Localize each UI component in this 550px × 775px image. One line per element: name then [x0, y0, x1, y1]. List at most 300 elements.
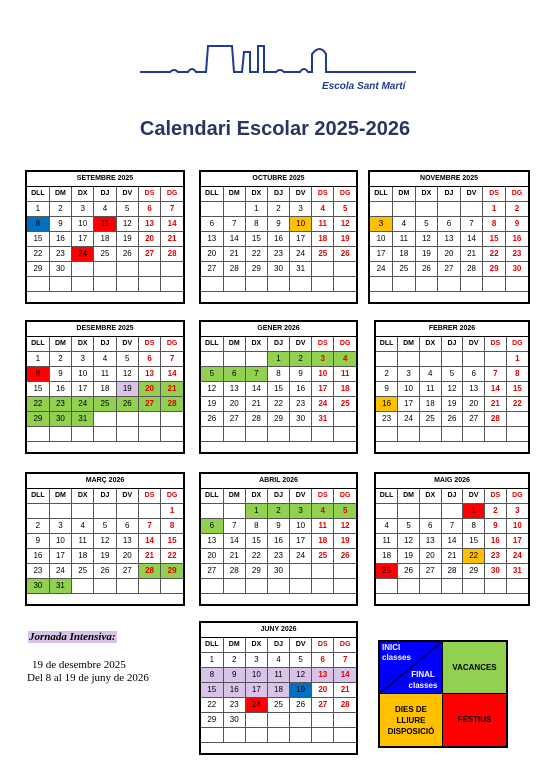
week-row — [27, 247, 183, 262]
day-cell: 22 — [245, 247, 267, 262]
weekday-header: DJ — [438, 187, 461, 202]
weekday-header: DS — [312, 638, 334, 653]
day-cell: 8 — [463, 519, 485, 534]
day-cell — [419, 427, 441, 442]
day-cell: 20 — [138, 232, 160, 247]
week-row — [370, 217, 528, 232]
day-cell: 2 — [485, 504, 507, 519]
week-row — [376, 382, 528, 397]
month-grid — [201, 638, 356, 743]
day-cell: 23 — [485, 549, 507, 564]
day-cell — [94, 579, 116, 594]
day-cell: 11 — [72, 534, 94, 549]
day-cell — [460, 277, 483, 292]
day-cell: 25 — [419, 412, 441, 427]
day-cell: 19 — [415, 247, 438, 262]
day-cell — [116, 579, 138, 594]
weekday-header: DS — [312, 489, 334, 504]
day-cell: 30 — [267, 564, 289, 579]
day-cell: 6 — [223, 367, 245, 382]
day-cell: 17 — [290, 534, 312, 549]
day-cell: 2 — [505, 202, 528, 217]
weekday-header: DV — [463, 337, 485, 352]
legend-inici-label: INICI classes — [382, 643, 411, 662]
day-cell — [398, 352, 420, 367]
day-cell — [94, 277, 116, 292]
month-desembre — [25, 320, 185, 454]
weekday-header-row — [27, 337, 183, 352]
day-cell: 7 — [334, 653, 356, 668]
day-cell — [415, 277, 438, 292]
weekday-header: DM — [223, 638, 245, 653]
legend-dies-line-2: LLIURE — [396, 716, 426, 725]
day-cell: 3 — [290, 202, 312, 217]
day-cell: 22 — [27, 397, 49, 412]
weekday-header: DLL — [370, 187, 393, 202]
week-row — [27, 367, 183, 382]
day-cell: 18 — [72, 549, 94, 564]
weekday-header: DG — [334, 337, 356, 352]
day-cell: 21 — [245, 397, 267, 412]
day-cell: 9 — [376, 382, 398, 397]
day-cell: 31 — [312, 412, 334, 427]
day-cell — [72, 504, 94, 519]
day-cell — [94, 262, 116, 277]
day-cell: 13 — [138, 367, 160, 382]
day-cell: 10 — [245, 668, 267, 683]
day-cell: 23 — [27, 564, 49, 579]
day-cell — [267, 579, 289, 594]
day-cell — [334, 427, 356, 442]
weekday-header: DJ — [94, 337, 116, 352]
day-cell: 25 — [376, 564, 398, 579]
week-row — [201, 549, 356, 564]
day-cell — [370, 202, 393, 217]
day-cell: 19 — [116, 232, 138, 247]
day-cell — [223, 579, 245, 594]
day-cell: 7 — [138, 519, 160, 534]
day-cell: 16 — [49, 232, 71, 247]
page-title: Calendari Escolar 2025-2026 — [139, 118, 411, 140]
day-cell — [463, 352, 485, 367]
day-cell — [419, 579, 441, 594]
day-cell — [334, 262, 356, 277]
day-cell: 27 — [201, 564, 223, 579]
day-cell: 7 — [460, 217, 483, 232]
day-cell: 24 — [370, 262, 393, 277]
day-cell: 15 — [463, 534, 485, 549]
month-name: SETEMBRE 2025 — [27, 172, 183, 187]
day-cell: 12 — [290, 668, 312, 683]
weekday-header: DG — [161, 489, 183, 504]
day-cell — [290, 277, 312, 292]
day-cell: 27 — [138, 397, 160, 412]
day-cell: 20 — [419, 549, 441, 564]
day-cell: 26 — [334, 247, 356, 262]
day-cell: 1 — [161, 504, 183, 519]
day-cell: 6 — [138, 352, 160, 367]
week-row — [201, 713, 356, 728]
day-cell: 26 — [415, 262, 438, 277]
day-cell: 9 — [27, 534, 49, 549]
day-cell — [161, 412, 183, 427]
week-row — [201, 653, 356, 668]
day-cell: 25 — [94, 247, 116, 262]
weekday-header: DJ — [94, 187, 116, 202]
month-name: ABRIL 2026 — [201, 474, 356, 489]
day-cell: 2 — [376, 367, 398, 382]
day-cell: 20 — [116, 549, 138, 564]
month-grid — [27, 187, 183, 292]
day-cell — [312, 579, 334, 594]
day-cell: 11 — [393, 232, 416, 247]
day-cell: 24 — [312, 397, 334, 412]
day-cell — [393, 277, 416, 292]
day-cell: 16 — [290, 382, 312, 397]
day-cell — [116, 427, 138, 442]
week-row — [27, 549, 183, 564]
day-cell: 30 — [267, 262, 289, 277]
month-abril — [199, 472, 358, 606]
day-cell — [312, 277, 334, 292]
day-cell: 12 — [415, 232, 438, 247]
day-cell — [223, 427, 245, 442]
week-row — [370, 202, 528, 217]
day-cell: 28 — [334, 698, 356, 713]
day-cell — [201, 352, 223, 367]
weekday-header: DS — [312, 187, 334, 202]
day-cell — [290, 728, 312, 743]
day-cell: 18 — [376, 549, 398, 564]
week-row — [201, 217, 356, 232]
day-cell: 13 — [116, 534, 138, 549]
day-cell: 28 — [223, 262, 245, 277]
day-cell: 4 — [376, 519, 398, 534]
week-row — [201, 382, 356, 397]
day-cell: 16 — [49, 382, 71, 397]
day-cell: 14 — [138, 534, 160, 549]
day-cell: 7 — [223, 519, 245, 534]
day-cell: 17 — [506, 534, 528, 549]
day-cell: 29 — [463, 564, 485, 579]
day-cell: 4 — [94, 352, 116, 367]
week-row — [27, 427, 183, 442]
day-cell — [116, 262, 138, 277]
week-row — [201, 247, 356, 262]
day-cell — [245, 728, 267, 743]
week-row — [376, 579, 528, 594]
weekday-header: DLL — [27, 489, 49, 504]
day-cell: 29 — [267, 412, 289, 427]
day-cell — [49, 427, 71, 442]
day-cell: 25 — [72, 564, 94, 579]
day-cell — [116, 277, 138, 292]
weekday-header: DM — [398, 489, 420, 504]
day-cell — [267, 277, 289, 292]
day-cell — [290, 427, 312, 442]
weekday-header: DLL — [201, 187, 223, 202]
day-cell: 4 — [393, 217, 416, 232]
weekday-header: DM — [398, 337, 420, 352]
day-cell: 18 — [334, 382, 356, 397]
day-cell: 31 — [72, 412, 94, 427]
day-cell: 5 — [398, 519, 420, 534]
day-cell: 14 — [161, 367, 183, 382]
day-cell: 27 — [201, 262, 223, 277]
day-cell: 21 — [441, 549, 463, 564]
day-cell: 22 — [27, 247, 49, 262]
month-marc — [25, 472, 185, 606]
day-cell: 1 — [506, 352, 528, 367]
week-row — [201, 352, 356, 367]
weekday-header: DJ — [267, 489, 289, 504]
month-name: DESEMBRE 2025 — [27, 322, 183, 337]
day-cell: 16 — [27, 549, 49, 564]
week-row — [27, 534, 183, 549]
weekday-header: DJ — [441, 489, 463, 504]
day-cell — [201, 202, 223, 217]
week-row — [201, 427, 356, 442]
day-cell: 8 — [267, 367, 289, 382]
day-cell: 11 — [312, 519, 334, 534]
day-cell: 5 — [441, 367, 463, 382]
month-name: FEBRER 2026 — [376, 322, 528, 337]
day-cell — [138, 504, 160, 519]
day-cell: 11 — [376, 534, 398, 549]
weekday-header: DV — [290, 489, 312, 504]
day-cell: 31 — [290, 262, 312, 277]
day-cell: 10 — [290, 519, 312, 534]
day-cell: 30 — [485, 564, 507, 579]
day-cell: 27 — [312, 698, 334, 713]
day-cell — [312, 728, 334, 743]
day-cell — [116, 504, 138, 519]
day-cell: 4 — [334, 352, 356, 367]
week-row — [201, 668, 356, 683]
week-row — [27, 232, 183, 247]
day-cell: 14 — [460, 232, 483, 247]
day-cell: 13 — [201, 232, 223, 247]
day-cell: 13 — [463, 382, 485, 397]
day-cell — [441, 352, 463, 367]
weekday-header: DV — [116, 187, 138, 202]
legend-inici-final — [380, 642, 443, 694]
weekday-header: DX — [245, 187, 267, 202]
day-cell — [376, 352, 398, 367]
day-cell: 14 — [441, 534, 463, 549]
day-cell — [334, 412, 356, 427]
weekday-header: DLL — [27, 337, 49, 352]
week-row — [27, 564, 183, 579]
day-cell — [267, 427, 289, 442]
day-cell: 21 — [138, 549, 160, 564]
weekday-header: DG — [161, 187, 183, 202]
day-cell — [441, 579, 463, 594]
day-cell: 4 — [267, 653, 289, 668]
day-cell: 23 — [49, 397, 71, 412]
day-cell: 26 — [116, 397, 138, 412]
week-row — [376, 564, 528, 579]
legend-final-label: FINAL classes — [408, 670, 438, 690]
day-cell — [49, 277, 71, 292]
day-cell — [438, 202, 461, 217]
day-cell: 6 — [116, 519, 138, 534]
month-name: MAIG 2026 — [376, 474, 528, 489]
day-cell — [201, 728, 223, 743]
day-cell — [290, 564, 312, 579]
week-row — [201, 683, 356, 698]
weekday-header-row — [201, 187, 356, 202]
day-cell: 8 — [483, 217, 506, 232]
day-cell — [398, 504, 420, 519]
weekday-header: DG — [506, 489, 528, 504]
day-cell: 14 — [245, 382, 267, 397]
day-cell: 19 — [290, 683, 312, 698]
day-cell: 9 — [267, 519, 289, 534]
week-row — [27, 504, 183, 519]
legend-dies-line-3: DISPOSICIÓ — [387, 727, 435, 736]
weekday-header: DX — [72, 489, 94, 504]
day-cell: 15 — [27, 232, 49, 247]
weekday-header: DLL — [201, 337, 223, 352]
week-row — [27, 352, 183, 367]
day-cell: 4 — [419, 367, 441, 382]
day-cell: 17 — [370, 247, 393, 262]
day-cell: 26 — [94, 564, 116, 579]
day-cell — [376, 427, 398, 442]
day-cell: 5 — [116, 352, 138, 367]
day-cell: 28 — [223, 564, 245, 579]
week-row — [201, 202, 356, 217]
day-cell: 17 — [398, 397, 420, 412]
week-row — [201, 504, 356, 519]
day-cell: 30 — [49, 262, 71, 277]
weekday-header: DG — [334, 638, 356, 653]
week-row — [376, 504, 528, 519]
week-row — [201, 519, 356, 534]
day-cell: 29 — [245, 262, 267, 277]
day-cell: 21 — [223, 549, 245, 564]
day-cell: 20 — [138, 382, 160, 397]
day-cell: 10 — [312, 367, 334, 382]
day-cell: 12 — [334, 217, 356, 232]
day-cell: 28 — [485, 412, 507, 427]
day-cell: 7 — [485, 367, 507, 382]
weekday-header: DX — [245, 638, 267, 653]
day-cell — [138, 579, 160, 594]
day-cell: 11 — [312, 217, 334, 232]
week-row — [27, 579, 183, 594]
day-cell — [505, 277, 528, 292]
day-cell: 13 — [438, 232, 461, 247]
day-cell: 1 — [463, 504, 485, 519]
day-cell — [483, 277, 506, 292]
day-cell — [201, 579, 223, 594]
day-cell — [393, 202, 416, 217]
day-cell: 26 — [201, 412, 223, 427]
weekday-header-row — [376, 489, 528, 504]
day-cell: 4 — [312, 202, 334, 217]
day-cell: 6 — [438, 217, 461, 232]
day-cell — [161, 277, 183, 292]
day-cell — [245, 579, 267, 594]
day-cell: 19 — [116, 382, 138, 397]
legend — [378, 640, 508, 748]
week-row — [376, 519, 528, 534]
day-cell: 8 — [201, 668, 223, 683]
week-row — [201, 277, 356, 292]
day-cell: 8 — [245, 519, 267, 534]
day-cell: 22 — [267, 397, 289, 412]
day-cell: 21 — [460, 247, 483, 262]
day-cell: 2 — [49, 352, 71, 367]
weekday-header: DJ — [441, 337, 463, 352]
day-cell: 29 — [483, 262, 506, 277]
day-cell: 3 — [398, 367, 420, 382]
day-cell: 6 — [419, 519, 441, 534]
week-row — [376, 427, 528, 442]
day-cell: 10 — [398, 382, 420, 397]
day-cell: 1 — [27, 202, 49, 217]
day-cell: 7 — [223, 217, 245, 232]
day-cell: 28 — [441, 564, 463, 579]
day-cell: 15 — [245, 232, 267, 247]
day-cell: 28 — [460, 262, 483, 277]
day-cell — [334, 579, 356, 594]
day-cell: 29 — [245, 564, 267, 579]
day-cell — [161, 262, 183, 277]
day-cell — [398, 579, 420, 594]
day-cell — [72, 262, 94, 277]
day-cell: 9 — [49, 217, 71, 232]
day-cell: 19 — [94, 549, 116, 564]
jornada-line-1: 19 de desembre 2025 — [32, 659, 126, 671]
day-cell — [201, 427, 223, 442]
day-cell: 1 — [245, 202, 267, 217]
month-name: GENER 2026 — [201, 322, 356, 337]
day-cell: 9 — [49, 367, 71, 382]
day-cell: 16 — [376, 397, 398, 412]
month-febrer — [374, 320, 530, 454]
week-row — [201, 534, 356, 549]
day-cell: 18 — [94, 232, 116, 247]
day-cell: 5 — [334, 504, 356, 519]
day-cell: 29 — [27, 412, 49, 427]
day-cell: 20 — [201, 549, 223, 564]
week-row — [370, 247, 528, 262]
day-cell: 20 — [312, 683, 334, 698]
day-cell — [27, 277, 49, 292]
day-cell: 19 — [334, 534, 356, 549]
day-cell — [419, 504, 441, 519]
day-cell: 4 — [94, 202, 116, 217]
weekday-header: DV — [116, 337, 138, 352]
week-row — [201, 232, 356, 247]
month-grid — [201, 187, 356, 292]
weekday-header: DJ — [94, 489, 116, 504]
week-row — [201, 579, 356, 594]
day-cell: 24 — [72, 247, 94, 262]
day-cell: 21 — [485, 397, 507, 412]
month-grid — [27, 337, 183, 442]
day-cell — [438, 277, 461, 292]
day-cell: 31 — [49, 579, 71, 594]
week-row — [370, 277, 528, 292]
day-cell: 26 — [398, 564, 420, 579]
day-cell: 13 — [223, 382, 245, 397]
day-cell: 13 — [201, 534, 223, 549]
day-cell: 27 — [438, 262, 461, 277]
